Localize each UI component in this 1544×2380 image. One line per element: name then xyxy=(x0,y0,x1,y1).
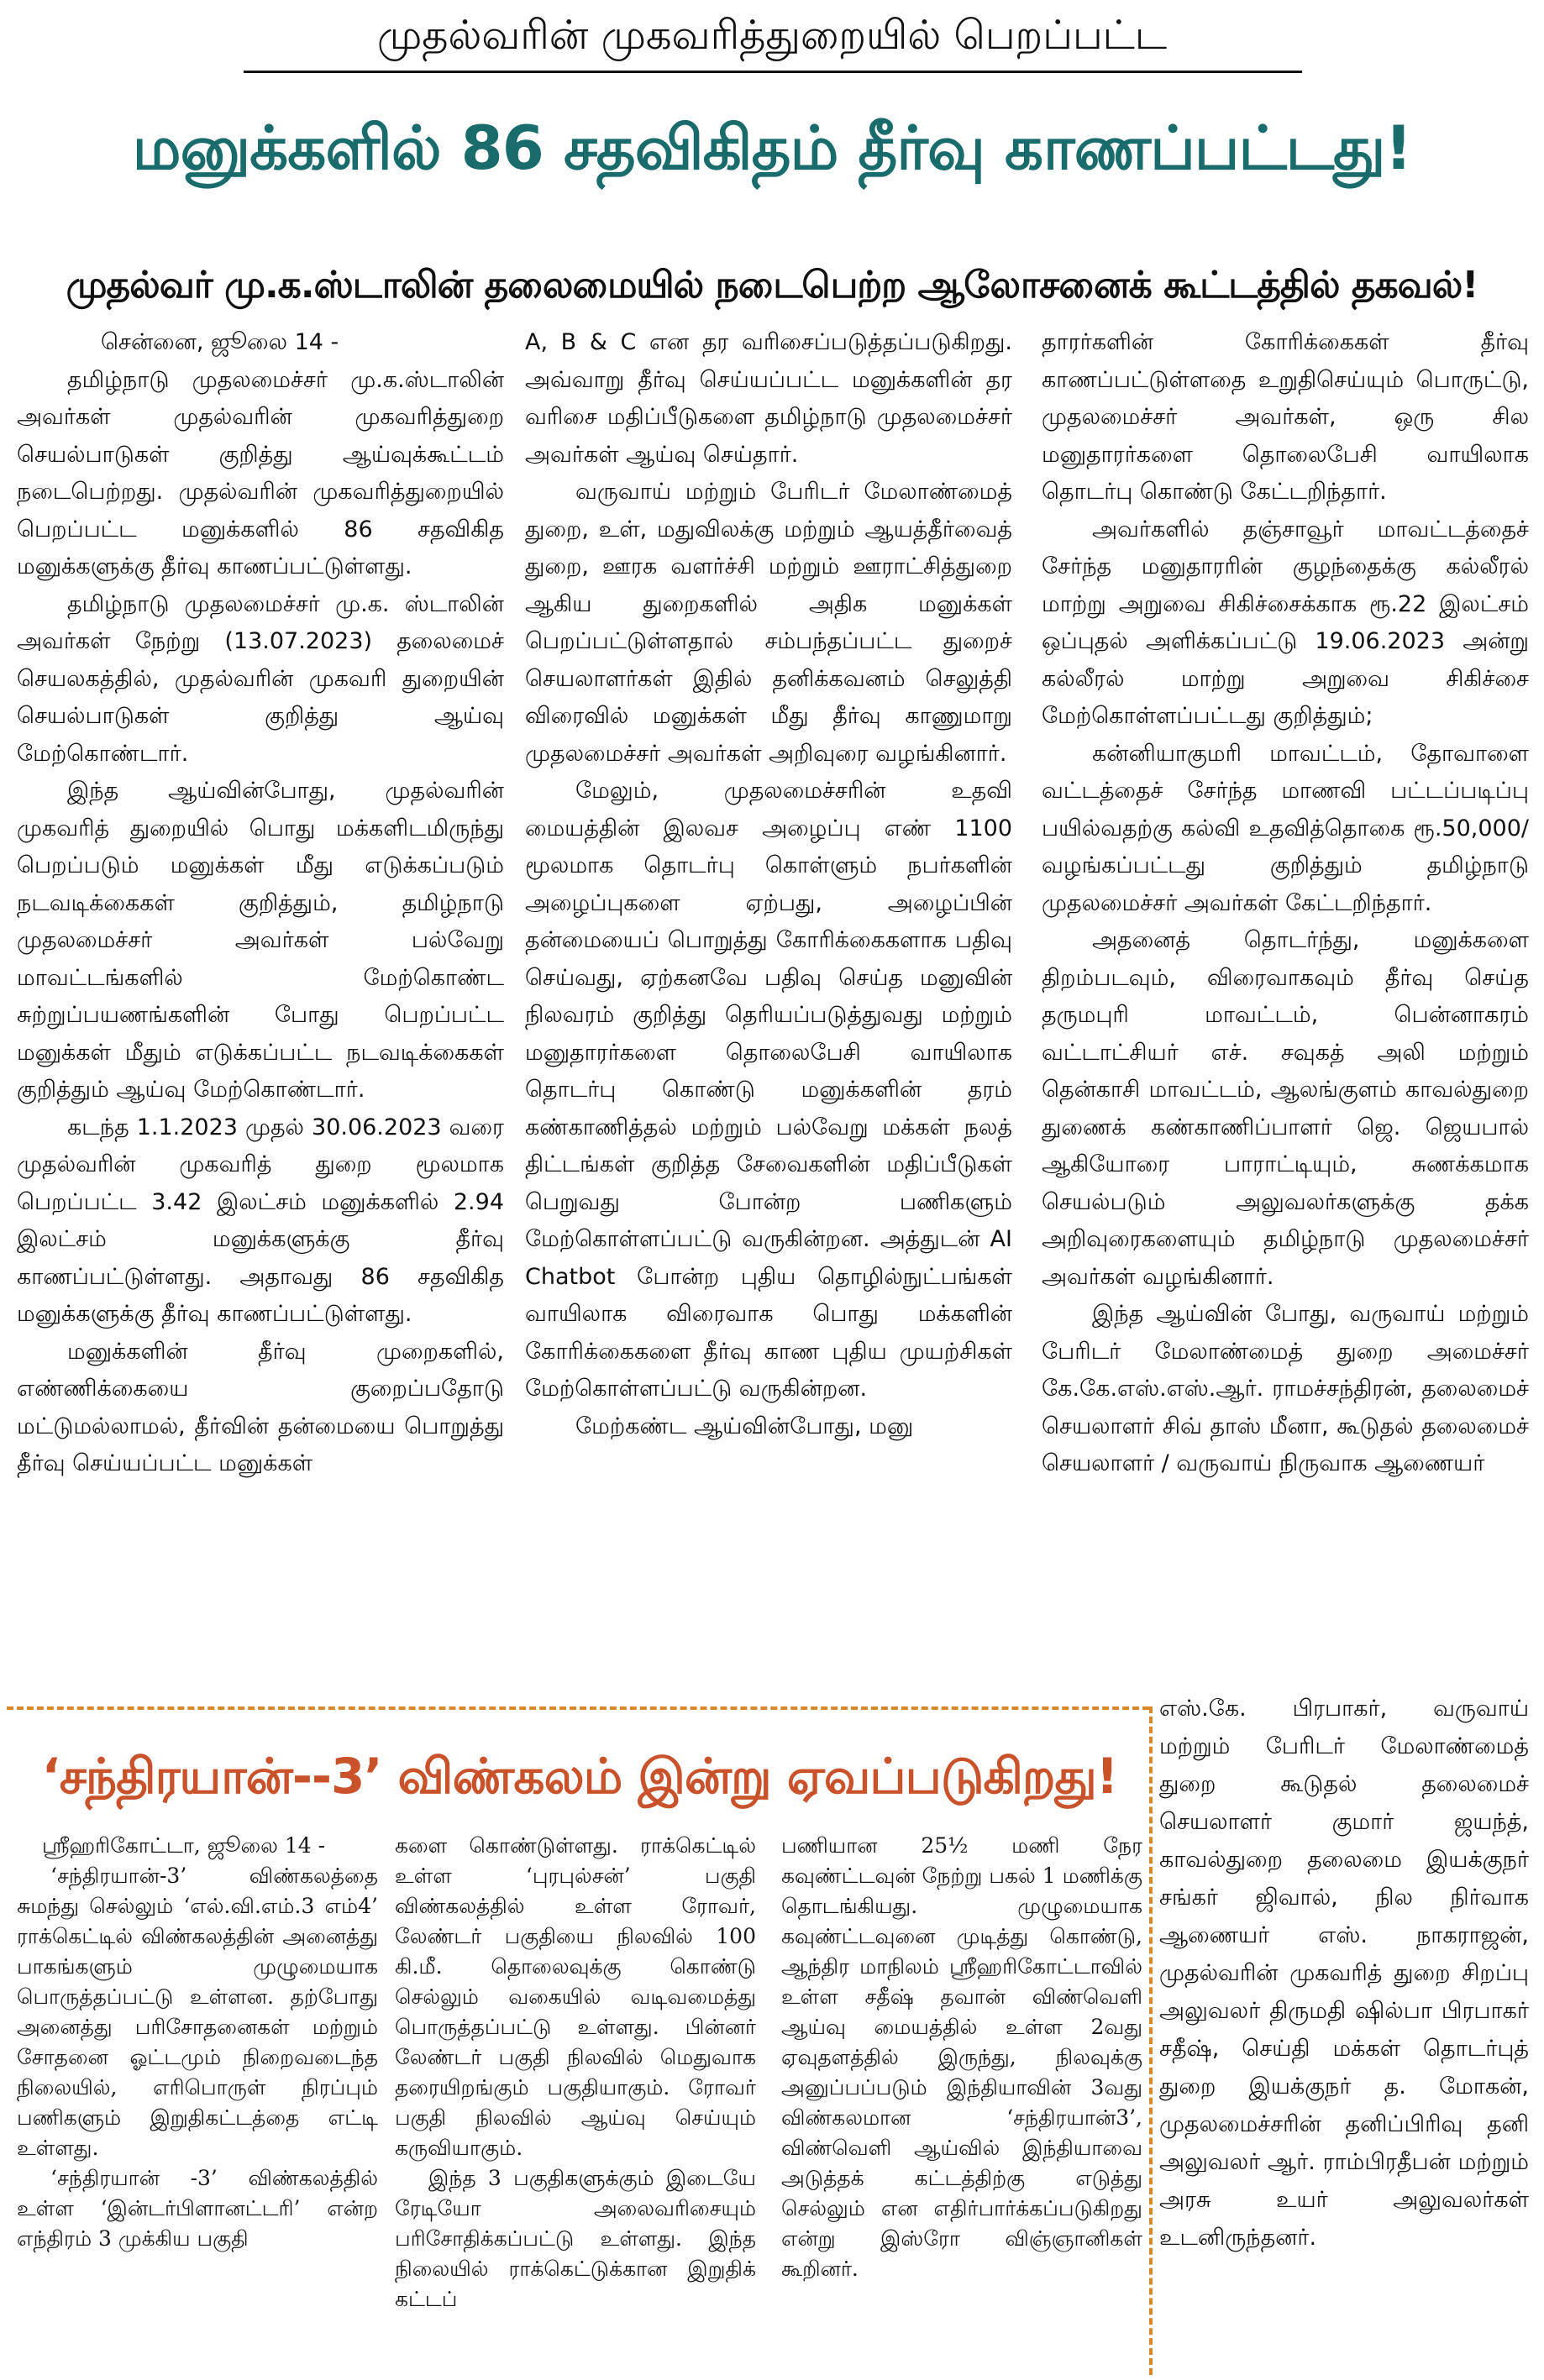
paragraph: அவர்களில் தஞ்சாவூர் மாவட்டத்தைச் சேர்ந்த மனுதாரரின் குழந்தைக்கு கல்லீரல் மாற்று அறுவை சிகிச்சைக்காக ரூ.22 இலட்சம் ஒப்புதல் அளிக்கப்பட்டு 19.06.2023 அன்று கல்லீரல் மாற்று அறுவை சிகிச்சை மேற்கொள்ளப்பட்டது குறித்தும்; xyxy=(1042,516,1529,729)
paragraph: எஸ்.கே. பிரபாகர், வருவாய் மற்றும் பேரிடர் மேலாண்மைத் துறை கூடுதல் தலைமைச் செயலாளர் குமார் ஜயந்த், காவல்துறை தலைமை இயக்குநர் சங்கர் ஜிவால், நில நிர்வாக ஆணையர் எஸ். நாகராஜன், முதல்வரின் முகவரித் துறை சிறப்பு அலுவலர் திருமதி ஷில்பா பிரபாகர் சதீஷ், செய்தி மக்கள் தொடர்புத் துறை இயக்குநர் த. மோகன், முதலமைச்சரின் தனிப்பிரிவு தனி அலுவலர் ஆர். ராம்பிரதீபன் மற்றும் அரசு உயர் அலுவலர்கள் உடனிருந்தனர். xyxy=(1159,1696,1529,2251)
sidebar-column-1 xyxy=(17,1831,378,2380)
paragraph: களை கொண்டுள்ளது. ராக்கெட்டில் உள்ள ‘புரபுல்சன்’ பகுதி விண்கலத்தில் உள்ள ரோவர், லேண்டர் பகுதியை நிலவில் 100 கி.மீ. தொலைவுக்கு கொண்டு செல்லும் வகையில் வடிவமைத்து பொருத்தப்பட்டு உள்ளது. பின்னர் லேண்டர் பகுதி நிலவில் மெதுவாக தரையிறங்கும் பகுதியாகும். ரோவர் பகுதி நிலவில் ஆய்வு செய்யும் கருவியாகும். xyxy=(395,1833,756,2160)
paragraph: பணியான 25½ மணி நேர கவுண்ட்டவுன் நேற்று பகல் 1 மணிக்கு தொடங்கியது. முழுமையாக கவுண்ட்டவுனை முடித்து கொண்டு, ஆந்திர மாநிலம் ஸ்ரீஹரிகோட்டாவில் உள்ள சதீஷ் தவான் விண்வெளி ஆய்வு மையத்தில் உள்ள 2வது ஏவுதளத்தில் இருந்து, நிலவுக்கு அனுப்பப்படும் இந்தியாவின் 3வது விண்கலமான ‘சந்திரயான்3’, விண்வெளி ஆய்வில் இந்தியாவை அடுத்தக் கட்டத்திற்கு எடுத்து செல்லும் என எதிர்பார்க்கப்படுகிறது என்று இஸ்ரோ விஞ்ஞானிகள் கூறினர். xyxy=(781,1833,1142,2281)
paragraph: இந்த 3 பகுதிகளுக்கும் இடையே ரேடியோ அலைவரிசையும் பரிசோதிக்கப்பட்டு உள்ளது. இந்த நிலையில் ராக்கெட்டுக்கான இறுதிக் கட்டப் xyxy=(395,2166,756,2311)
paragraph: வருவாய் மற்றும் பேரிடர் மேலாண்மைத் துறை, உள், மதுவிலக்கு மற்றும் ஆயத்தீர்வைத் துறை, ஊரக வளர்ச்சி மற்றும் ஊராட்சித்துறை ஆகிய துறைகளில் அதிக மனுக்கள் பெறப்பட்டுள்ளதால் சம்பந்தப்பட்ட துறைச் செயலாளர்கள் இதில் தனிக்கவனம் செலுத்தி விரைவில் மனுக்கள் மீது தீர்வு காணுமாறு முதலமைச்சர் அவர்கள் அறிவுரை வழங்கினார். xyxy=(525,479,1012,767)
sub-headline: முதல்வர் மு.க.ஸ்டாலின் தலைமையில் நடைபெற்ற ஆலோசனைக் கூட்டத்தில் தகவல்! xyxy=(66,264,1478,307)
paragraph: ‘சந்திரயான்-3’ விண்கலத்தை சுமந்து செல்லும் ‘எல்.வி.எம்.3 எம்4’ ராக்கெட்டில் விண்கலத்தின் அனைத்து பாகங்களும் முழுமையாக பொருத்தப்பட்டு உள்ளன. தற்போது அனைத்து பரிசோதனைகள் மற்றும் சோதனை ஓட்டமும் நிறைவடைந்த நிலையில், எரிபொருள் நிரப்பும் பணிகளும் இறுதிகட்டத்தை எட்டி உள்ளது. xyxy=(17,1864,378,2160)
dateline: ஸ்ரீஹரிகோட்டா, ஜூலை 14 - xyxy=(42,1833,326,1858)
article-column-1 xyxy=(17,324,504,1693)
paragraph: கன்னியாகுமரி மாவட்டம், தோவாளை வட்டத்தைச் சேர்ந்த மாணவி பட்டப்படிப்பு பயில்வதற்கு கல்வி உதவித்தொகை ரூ.50,000/ வழங்கப்பட்டது குறித்தும் தமிழ்நாடு முதலமைச்சர் அவர்கள் கேட்டறிந்தார். xyxy=(1042,740,1529,916)
article-column-4 xyxy=(1159,1690,1529,2374)
paragraph: தாரர்களின் கோரிக்கைகள் தீர்வு காணப்பட்டுள்ளதை உறுதிசெய்யும் பொருட்டு, முதலமைச்சர் அவர்கள், ஒரு சில மனுதாரர்களை தொலைபேசி வாயிலாக தொடர்பு கொண்டு கேட்டறிந்தார். xyxy=(1042,329,1529,505)
paragraph: மனுக்களின் தீர்வு முறைகளில், எண்ணிக்கையை குறைப்பதோடு மட்டுமல்லாமல், தீர்வின் தன்மையை பொறுத்து தீர்வு செய்யப்பட்ட மனுக்கள் xyxy=(17,1338,504,1476)
kicker-headline: முதல்வரின் முகவரித்துறையில் பெறப்பட்ட xyxy=(376,12,1168,59)
sidebar-headline: ‘சந்திரயான்--3’ விண்கலம் இன்று ஏவப்படுகிறது! xyxy=(41,1748,1118,1805)
paragraph: மேற்கண்ட ஆய்வின்போது, மனு xyxy=(575,1413,914,1439)
paragraph: மேலும், முதலமைச்சரின் உதவி மையத்தின் இலவச அழைப்பு எண் 1100 மூலமாக தொடர்பு கொள்ளும் நபர்களின் அழைப்புகளை ஏற்பது, அழைப்பின் தன்மையைப் பொறுத்து கோரிக்கைகளாக பதிவு செய்வது, ஏற்கனவே பதிவு செய்த மனுவின் நிலவரம் குறித்து தெரியப்படுத்துவது மற்றும் மனுதாரர்களை தொலைபேசி வாயிலாக தொடர்பு கொண்டு மனுக்களின் தரம் கண்காணித்தல் மற்றும் பல்வேறு மக்கள் நலத் திட்டங்கள் குறித்த சேவைகளின் மதிப்பீடுகள் பெறுவது போன்ற பணிகளும் மேற்கொள்ளப்பட்டு வருகின்றன. அத்துடன் AI Chatbot போன்ற புதிய தொழில்நுட்பங்கள் வாயிலாக விரைவாக பொது மக்களின் கோரிக்கைகளை தீர்வு காண புதிய முயற்சிகள் மேற்கொள்ளப்பட்டு வருகின்றன. xyxy=(525,778,1012,1402)
paragraph: கடந்த 1.1.2023 முதல் 30.06.2023 வரை முதல்வரின் முகவரித் துறை மூலமாக பெறப்பட்ட 3.42 இலட்சம் மனுக்களில் 2.94 இலட்சம் மனுக்களுக்கு தீர்வு காணப்பட்டுள்ளது. அதாவது 86 சதவிகித மனுக்களுக்கு தீர்வு காணப்பட்டுள்ளது. xyxy=(17,1114,504,1327)
sidebar-column-3 xyxy=(781,1831,1142,2380)
paragraph: தமிழ்நாடு முதலமைச்சர் மு.க.ஸ்டாலின் அவர்கள் முதல்வரின் முகவரித்துறை செயல்பாடுகள் குறித்து ஆய்வுக்கூட்டம் நடைபெற்றது. முதல்வரின் முகவரித்துறையில் பெறப்பட்ட மனுக்களில் 86 சதவிகித மனுக்களுக்கு தீர்வு காணப்பட்டுள்ளது. xyxy=(17,366,504,579)
kicker-underline xyxy=(244,71,1302,73)
main-headline: மனுக்களில் 86 சதவிகிதம் தீர்வு காணப்பட்டது! xyxy=(132,113,1412,183)
article-column-3 xyxy=(1042,324,1529,1685)
dateline: சென்னை, ஜூலை 14 - xyxy=(101,329,339,355)
sidebar-border-right xyxy=(1149,1706,1153,2375)
sidebar-column-2 xyxy=(395,1831,756,2380)
article-column-2 xyxy=(525,324,1012,1693)
paragraph: ‘சந்திரயான் -3’ விண்கலத்தில் உள்ள ‘இன்டர்பிளானட்டரி’ என்ற எந்திரம் 3 முக்கிய பகுதி xyxy=(17,2166,378,2251)
paragraph: அதனைத் தொடர்ந்து, மனுக்களை திறம்படவும், விரைவாகவும் தீர்வு செய்த தருமபுரி மாவட்டம், பென்னாகரம் வட்டாட்சியர் எச். சவுகத் அலி மற்றும் தென்காசி மாவட்டம், ஆலங்குளம் காவல்துறை துணைக் கண்காணிப்பாளர் ஜெ. ஜெயபால் ஆகியோரை பாராட்டியும், சுணக்கமாக செயல்படும் அலுவலர்களுக்கு தக்க அறிவுரைகளையும் தமிழ்நாடு முதலமைச்சர் அவர்கள் வழங்கினார். xyxy=(1042,927,1529,1290)
paragraph: A, B & C என தர வரிசைப்படுத்தப்படுகிறது. அவ்வாறு தீர்வு செய்யப்பட்ட மனுக்களின் தர வரிசை மதிப்பீடுகளை தமிழ்நாடு முதலமைச்சர் அவர்கள் ஆய்வு செய்தார். xyxy=(525,329,1012,468)
paragraph: இந்த ஆய்வின்போது, முதல்வரின் முகவரித் துறையில் பொது மக்களிடமிருந்து பெறப்படும் மனுக்கள் மீது எடுக்கப்படும் நடவடிக்கைகள் குறித்தும், தமிழ்நாடு முதலமைச்சர் அவர்கள் பல்வேறு மாவட்டங்களில் மேற்கொண்ட சுற்றுப்பயணங்களின் போது பெறப்பட்ட மனுக்கள் மீதும் எடுக்கப்பட்ட நடவடிக்கைகள் குறித்தும் ஆய்வு மேற்கொண்டார். xyxy=(17,778,504,1103)
paragraph: இந்த ஆய்வின் போது, வருவாய் மற்றும் பேரிடர் மேலாண்மைத் துறை அமைச்சர் கே.கே.எஸ்.எஸ்.ஆர். ராமச்சந்திரன், தலைமைச் செயலாளர் சிவ் தாஸ் மீனா, கூடுதல் தலைமைச் செயலாளர் / வருவாய் நிருவாக ஆணையர் xyxy=(1042,1301,1529,1476)
sidebar-border-top xyxy=(7,1706,1149,1710)
paragraph: தமிழ்நாடு முதலமைச்சர் மு.க. ஸ்டாலின் அவர்கள் நேற்று (13.07.2023) தலைமைச் செயலகத்தில், முதல்வரின் முகவரி துறையின் செயல்பாடுகள் குறித்து ஆய்வு மேற்கொண்டார். xyxy=(17,590,504,767)
